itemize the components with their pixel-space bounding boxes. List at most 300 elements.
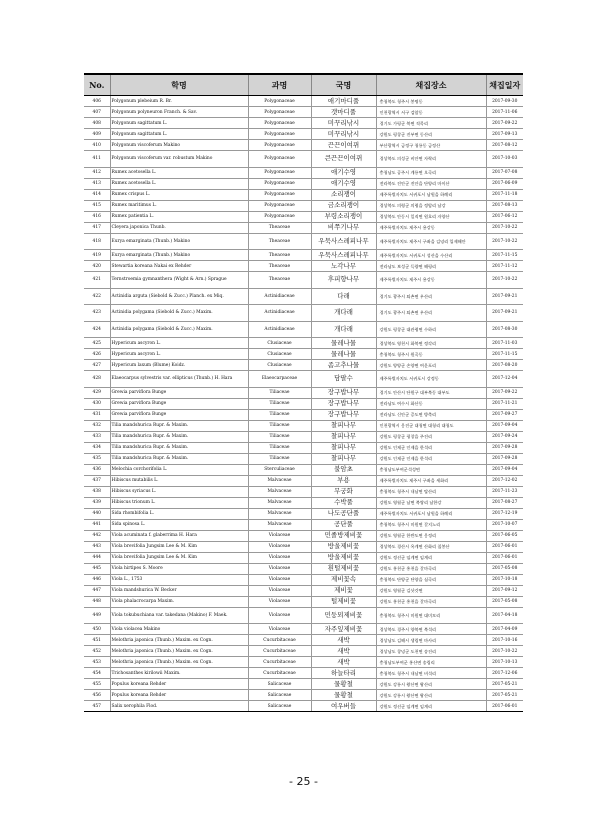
cell-no: 439 — [84, 497, 110, 508]
cell-korean-name: 담팔수 — [311, 371, 376, 388]
cell-korean-name: 찰피나무 — [311, 420, 376, 431]
cell-location: 경기도 가평군 북면 적목리 — [376, 118, 486, 129]
cell-location: 충청남도부여군 홍산면 송림리 — [376, 657, 486, 668]
cell-scientific-name: Grewia parviflora Bunge — [110, 398, 248, 409]
table-row — [84, 398, 523, 409]
cell-scientific-name: Viola acuminata f. glaberrima H. Hara — [110, 530, 248, 541]
table-row — [84, 668, 523, 679]
cell-scientific-name: Cleyera japonica Thunb. — [110, 222, 248, 233]
cell-location: 경상북도 경산시 옥계면 산화리 칠봉산 — [376, 541, 486, 552]
cell-location: 인천광역시 서구 검암동 — [376, 107, 486, 118]
cell-date: 2017-10-22 — [486, 222, 523, 233]
cell-date: 2017-09-21 — [486, 288, 523, 305]
cell-no: 433 — [84, 431, 110, 442]
cell-family: Polygonaceae — [248, 189, 311, 200]
cell-korean-name: 흰털제비꽃 — [311, 563, 376, 574]
cell-family: Violaceae — [248, 541, 311, 552]
cell-location: 제주특별자치도 제주시 구좌읍 김녕리 입제해안 — [376, 233, 486, 250]
table-row — [84, 371, 523, 388]
cell-no: 452 — [84, 646, 110, 657]
cell-date: 2017-10-22 — [486, 272, 523, 289]
cell-family: Salicaceae — [248, 679, 311, 690]
cell-korean-name: 찰피나무 — [311, 442, 376, 453]
cell-location: 충청남도 공주시 계룡면 오곡리 — [376, 167, 486, 178]
cell-location: 전라남도 신안군 증도면 방축리 — [376, 409, 486, 420]
header-family: 과명 — [248, 74, 311, 96]
cell-location: 인천광역시 옹진군 대청면 대청리 대청도 — [376, 420, 486, 431]
table-row — [84, 420, 523, 431]
cell-no: 449 — [84, 607, 110, 624]
cell-no: 410 — [84, 140, 110, 151]
cell-scientific-name: Tilia mandshurica Rupr. & Maxim. — [110, 453, 248, 464]
cell-date: 2017-09-28 — [486, 442, 523, 453]
cell-korean-name: 찰피나무 — [311, 453, 376, 464]
cell-korean-name: 무궁화 — [311, 486, 376, 497]
cell-korean-name: 노각나무 — [311, 261, 376, 272]
cell-date: 2017-09-04 — [486, 420, 523, 431]
table-row — [84, 178, 523, 189]
cell-scientific-name: Polygonum viscoferum var. robustum Makino — [110, 151, 248, 168]
cell-date: 2017-11-12 — [486, 261, 523, 272]
cell-date: 2017-10-13 — [486, 657, 523, 668]
cell-family: Polygonaceae — [248, 140, 311, 151]
table-row — [84, 475, 523, 486]
cell-family: Cucurbitaceae — [248, 635, 311, 646]
cell-no: 436 — [84, 464, 110, 475]
cell-korean-name: 소리쟁이 — [311, 189, 376, 200]
cell-location: 부산광역시 금정구 청룡동 금정산 — [376, 140, 486, 151]
cell-no: 409 — [84, 129, 110, 140]
table-row — [84, 552, 523, 563]
cell-family: Violaceae — [248, 574, 311, 585]
cell-no: 426 — [84, 349, 110, 360]
table-row — [84, 657, 523, 668]
table-row — [84, 222, 523, 233]
table-row — [84, 96, 523, 107]
cell-location: 제주특별자치도 서귀포시 남원읍 하례리 — [376, 189, 486, 200]
table-row — [84, 261, 523, 272]
cell-no: 444 — [84, 552, 110, 563]
cell-location: 경상북도 영천시 화북면 정각리 — [376, 338, 486, 349]
table-row — [84, 288, 523, 305]
table-row — [84, 338, 523, 349]
cell-korean-name: 애기수영 — [311, 178, 376, 189]
cell-scientific-name: Rumex crispus L. — [110, 189, 248, 200]
cell-family: Polygonaceae — [248, 118, 311, 129]
cell-no: 422 — [84, 288, 110, 305]
cell-family: Violaceae — [248, 530, 311, 541]
cell-korean-name: 개다래 — [311, 305, 376, 322]
cell-scientific-name: Melothria japonica (Thunb.) Maxim. ex Cogn. — [110, 646, 248, 657]
cell-date: 2017-11-15 — [486, 349, 523, 360]
cell-korean-name: 민둥뫼제비꽃 — [311, 607, 376, 624]
cell-scientific-name: Hibiscus syriacus L. — [110, 486, 248, 497]
cell-location: 제주특별자치도 서귀포시 남원읍 하례리 — [376, 508, 486, 519]
cell-location: 경기도 광주시 퇴촌면 우산리 — [376, 305, 486, 322]
cell-no: 437 — [84, 475, 110, 486]
table-row — [84, 585, 523, 596]
cell-korean-name: 자주잎제비꽃 — [311, 624, 376, 635]
cell-no: 445 — [84, 563, 110, 574]
cell-no: 441 — [84, 519, 110, 530]
cell-date: 2017-06-09 — [486, 178, 523, 189]
cell-date: 2017-10-07 — [486, 519, 523, 530]
cell-korean-name: 우묵사스레피나무 — [311, 233, 376, 250]
cell-location: 충청북도 청주시 봉명동 — [376, 96, 486, 107]
cell-no: 454 — [84, 668, 110, 679]
cell-date: 2017-08-20 — [486, 360, 523, 371]
cell-korean-name: 새박 — [311, 646, 376, 657]
table-body — [84, 96, 523, 712]
cell-korean-name: 비쭈기나무 — [311, 222, 376, 233]
table-row — [84, 464, 523, 475]
cell-date: 2017-06-01 — [486, 552, 523, 563]
cell-family: Tiliaceae — [248, 453, 311, 464]
cell-no: 413 — [84, 178, 110, 189]
cell-korean-name: 갯마디풀 — [311, 107, 376, 118]
cell-family: Polygonaceae — [248, 211, 311, 222]
cell-korean-name: 털제비꽃 — [311, 596, 376, 607]
cell-scientific-name: Sida rhombifolia L. — [110, 508, 248, 519]
cell-location: 강원도 양양군 손양면 여운포리 — [376, 360, 486, 371]
cell-korean-name: 방울제비꽃 — [311, 541, 376, 552]
cell-korean-name: 하늘타리 — [311, 668, 376, 679]
table-row — [84, 250, 523, 261]
cell-no: 450 — [84, 624, 110, 635]
cell-korean-name: 장구밥나무 — [311, 387, 376, 398]
cell-no: 418 — [84, 233, 110, 250]
cell-scientific-name: Hypericum ascyron L. — [110, 338, 248, 349]
cell-no: 406 — [84, 96, 110, 107]
table-row — [84, 387, 523, 398]
cell-korean-name: 미꾸리낚시 — [311, 129, 376, 140]
cell-date: 2017-09-21 — [486, 305, 523, 322]
cell-no: 457 — [84, 701, 110, 712]
cell-no: 442 — [84, 530, 110, 541]
cell-scientific-name: Melochia corchorifolia L. — [110, 464, 248, 475]
cell-location: 강원도 홍천군 홍천읍 갈마곡리 — [376, 596, 486, 607]
cell-family: Theaceae — [248, 261, 311, 272]
cell-no: 414 — [84, 189, 110, 200]
cell-date: 2017-08-30 — [486, 321, 523, 338]
cell-no: 411 — [84, 151, 110, 168]
table-row — [84, 118, 523, 129]
cell-date: 2017-06-01 — [486, 701, 523, 712]
specimen-table — [84, 73, 523, 712]
table-row — [84, 233, 523, 250]
cell-family: Malvaceae — [248, 508, 311, 519]
cell-no: 455 — [84, 679, 110, 690]
table-row — [84, 151, 523, 168]
cell-no: 448 — [84, 596, 110, 607]
cell-family: Cucurbitaceae — [248, 657, 311, 668]
cell-location: 강원도 홍천군 홍천읍 갈마곡리 — [376, 563, 486, 574]
cell-no: 456 — [84, 690, 110, 701]
cell-scientific-name: Melothria japonica (Thunb.) Maxim. ex Cogn. — [110, 657, 248, 668]
cell-date: 2017-06-01 — [486, 541, 523, 552]
cell-korean-name: 장구밥나무 — [311, 398, 376, 409]
cell-location: 충청북도 청주시 내남면 탑산리 — [376, 486, 486, 497]
cell-no: 435 — [84, 453, 110, 464]
cell-date: 2017-09-24 — [486, 431, 523, 442]
cell-date: 2017-12-04 — [486, 371, 523, 388]
cell-korean-name: 여우버들 — [311, 701, 376, 712]
cell-family: Malvaceae — [248, 497, 311, 508]
table-row — [84, 508, 523, 519]
table-row — [84, 409, 523, 420]
cell-scientific-name: Actinidia polygama (Siebold & Zucc.) Maxim. — [110, 305, 248, 322]
cell-family: Malvaceae — [248, 475, 311, 486]
cell-no: 440 — [84, 508, 110, 519]
cell-korean-name: 물레나물 — [311, 338, 376, 349]
cell-location: 제주특별자치도 서귀포시 강정동 — [376, 371, 486, 388]
cell-family: Elaeocarpaceae — [248, 371, 311, 388]
cell-family: Clusiaceae — [248, 349, 311, 360]
cell-location: 경상북도 경주시 양북면 북석리 — [376, 624, 486, 635]
cell-location: 충청남도부여군석성면 — [376, 464, 486, 475]
cell-family: Tiliaceae — [248, 442, 311, 453]
cell-family: Polygonaceae — [248, 151, 311, 168]
table-row — [84, 140, 523, 151]
cell-location: 제주특별자치도 제주시 구좌읍 세화리 — [376, 475, 486, 486]
cell-korean-name: 새박 — [311, 657, 376, 668]
table-row — [84, 624, 523, 635]
cell-date: 2017-09-12 — [486, 585, 523, 596]
cell-family: Malvaceae — [248, 486, 311, 497]
cell-no: 443 — [84, 541, 110, 552]
cell-scientific-name: Polygonum sagittatum L. — [110, 129, 248, 140]
cell-scientific-name: Populus koreana Rehder — [110, 679, 248, 690]
cell-no: 425 — [84, 338, 110, 349]
table-row — [84, 200, 523, 211]
cell-korean-name: 큰끈끈이여뀌 — [311, 151, 376, 168]
table-row — [84, 563, 523, 574]
cell-location: 충청북도 청주시 미원면 갈지노리 — [376, 519, 486, 530]
cell-location: 강원도 평창군 대관령면 수하리 — [376, 321, 486, 338]
cell-location: 충청북도 청주시 내남면 비석리 — [376, 668, 486, 679]
cell-no: 417 — [84, 222, 110, 233]
cell-date: 2017-09-27 — [486, 409, 523, 420]
cell-scientific-name: Polygonum polyneuron Franch. & Sav. — [110, 107, 248, 118]
table-row — [84, 305, 523, 322]
cell-location: 제주특별자치도 제주시 용강동 — [376, 222, 486, 233]
table-row — [84, 360, 523, 371]
cell-no: 423 — [84, 305, 110, 322]
cell-scientific-name: Hibiscus mutabilis L. — [110, 475, 248, 486]
cell-scientific-name: Sida spinosa L. — [110, 519, 248, 530]
cell-scientific-name: Viola phalacrocarpa Maxim. — [110, 596, 248, 607]
table-row — [84, 607, 523, 624]
cell-date: 2017-10-16 — [486, 635, 523, 646]
cell-scientific-name: Salix xerophila Flod. — [110, 701, 248, 712]
cell-korean-name: 애기마디풀 — [311, 96, 376, 107]
cell-no: 429 — [84, 387, 110, 398]
cell-family: Violaceae — [248, 585, 311, 596]
cell-scientific-name: Grewia parviflora Bunge — [110, 387, 248, 398]
cell-no: 412 — [84, 167, 110, 178]
cell-family: Polygonaceae — [248, 200, 311, 211]
table-row — [84, 431, 523, 442]
cell-location: 강원도 평창군 평창읍 주진리 — [376, 431, 486, 442]
cell-location: 강원도 정선군 임계면 임계리 — [376, 552, 486, 563]
cell-scientific-name: Polygonum plebeium R. Br. — [110, 96, 248, 107]
cell-location: 충청북도 단양군 단양읍 심곡리 — [376, 574, 486, 585]
cell-korean-name: 미꾸리낚시 — [311, 118, 376, 129]
cell-date: 2017-09-04 — [486, 464, 523, 475]
header-korean-name: 국명 — [311, 74, 376, 96]
cell-date: 2017-11-06 — [486, 107, 523, 118]
cell-no: 415 — [84, 200, 110, 211]
cell-family: Cucurbitaceae — [248, 646, 311, 657]
cell-no: 446 — [84, 574, 110, 585]
cell-family: Tiliaceae — [248, 409, 311, 420]
cell-date: 2017-08-13 — [486, 200, 523, 211]
cell-korean-name: 다래 — [311, 288, 376, 305]
table-row — [84, 646, 523, 657]
cell-family: Clusiaceae — [248, 360, 311, 371]
cell-date: 2017-11-15 — [486, 250, 523, 261]
cell-scientific-name: Viola brevifolia Jungsim Lee & M. Kim — [110, 552, 248, 563]
cell-no: 427 — [84, 360, 110, 371]
cell-date: 2017-06-12 — [486, 211, 523, 222]
cell-scientific-name: Viola brevifolia Jungsim Lee & M. Kim — [110, 541, 248, 552]
cell-korean-name: 개다래 — [311, 321, 376, 338]
cell-no: 438 — [84, 486, 110, 497]
table-header-row — [84, 74, 523, 96]
cell-scientific-name: Polygonum sagittatum L. — [110, 118, 248, 129]
cell-family: Violaceae — [248, 607, 311, 624]
table-row — [84, 530, 523, 541]
cell-scientific-name: Rumex patientia L. — [110, 211, 248, 222]
cell-family: Theaceae — [248, 250, 311, 261]
table-row — [84, 107, 523, 118]
cell-family: Malvaceae — [248, 519, 311, 530]
table-row — [84, 349, 523, 360]
cell-location: 경상남도 김해시 생림면 마사리 — [376, 635, 486, 646]
cell-family: Polygonaceae — [248, 107, 311, 118]
cell-date: 2017-10-22 — [486, 233, 523, 250]
cell-scientific-name: Tilia mandshurica Rupr. & Maxim. — [110, 442, 248, 453]
table-row — [84, 574, 523, 585]
cell-family: Salicaceae — [248, 690, 311, 701]
cell-location: 강원도 강릉시 왕산면 왕산리 — [376, 690, 486, 701]
cell-korean-name: 새박 — [311, 635, 376, 646]
cell-family: Violaceae — [248, 596, 311, 607]
cell-korean-name: 수박풀 — [311, 497, 376, 508]
cell-date: 2017-08-12 — [486, 140, 523, 151]
cell-family: Polygonaceae — [248, 167, 311, 178]
table-row — [84, 211, 523, 222]
cell-korean-name: 후피향나무 — [311, 272, 376, 289]
cell-date: 2017-11-21 — [486, 398, 523, 409]
cell-scientific-name: Rumex maritimus L. — [110, 200, 248, 211]
cell-date: 2017-09-13 — [486, 129, 523, 140]
table-row — [84, 189, 523, 200]
cell-no: 420 — [84, 261, 110, 272]
cell-scientific-name: Actinidia arguta (Siebold & Zucc.) Planch. ex Miq. — [110, 288, 248, 305]
cell-korean-name: 물황철 — [311, 679, 376, 690]
cell-scientific-name: Melothria japonica (Thunb.) Maxim. ex Cogn. — [110, 635, 248, 646]
cell-scientific-name: Stewartia koreana Nakai ex Rehder — [110, 261, 248, 272]
cell-family: Violaceae — [248, 552, 311, 563]
cell-no: 447 — [84, 585, 110, 596]
cell-date: 2017-05-08 — [486, 596, 523, 607]
cell-family: Tiliaceae — [248, 420, 311, 431]
cell-scientific-name: Hypericum ascyron L. — [110, 349, 248, 360]
cell-date: 2017-05-21 — [486, 690, 523, 701]
cell-date: 2017-11-03 — [486, 338, 523, 349]
cell-no: 430 — [84, 398, 110, 409]
cell-scientific-name: Rumex acetosella L. — [110, 167, 248, 178]
page-number: - 25 - — [289, 775, 318, 788]
table-row — [84, 701, 523, 712]
cell-scientific-name: Viola hirtipes S. Moore — [110, 563, 248, 574]
table-row — [84, 129, 523, 140]
table-row — [84, 679, 523, 690]
table-row — [84, 690, 523, 701]
cell-scientific-name: Rumex acetosella L. — [110, 178, 248, 189]
cell-date: 2017-04-09 — [486, 624, 523, 635]
cell-korean-name: 제비꽃 — [311, 585, 376, 596]
cell-no: 451 — [84, 635, 110, 646]
cell-family: Actinidiaceae — [248, 305, 311, 322]
cell-no: 419 — [84, 250, 110, 261]
cell-scientific-name: Polygonum viscoferum Makino — [110, 140, 248, 151]
cell-scientific-name: Viola violacea Makino — [110, 624, 248, 635]
cell-family: Tiliaceae — [248, 387, 311, 398]
cell-family: Violaceae — [248, 624, 311, 635]
cell-date: 2017-12-06 — [486, 668, 523, 679]
cell-location: 강원도 인제군 인제읍 한석리 — [376, 453, 486, 464]
cell-location: 강원도 평창군 진부면 동산리 — [376, 129, 486, 140]
cell-korean-name: 공단풀 — [311, 519, 376, 530]
table-row — [84, 442, 523, 453]
cell-date: 2017-04-18 — [486, 607, 523, 624]
cell-scientific-name: Populus koreana Rehder — [110, 690, 248, 701]
cell-scientific-name: Viola L., 1753 — [110, 574, 248, 585]
header-no: No. — [84, 74, 110, 96]
cell-family: Theaceae — [248, 272, 311, 289]
cell-family: Sterculiaceae — [248, 464, 311, 475]
cell-korean-name: 방울제비꽃 — [311, 552, 376, 563]
cell-date: 2017-09-22 — [486, 387, 523, 398]
cell-family: Violaceae — [248, 563, 311, 574]
cell-date: 2017-05-21 — [486, 679, 523, 690]
cell-location: 경기도 광주시 퇴촌면 우산리 — [376, 288, 486, 305]
cell-location: 강원도 인제군 인제읍 한석리 — [376, 442, 486, 453]
cell-location: 전라남도 보성군 득량면 해평리 — [376, 261, 486, 272]
table-row — [84, 486, 523, 497]
cell-location: 제주특별자치도 서귀포시 성산읍 수산리 — [376, 250, 486, 261]
header-location: 채집장소 — [376, 74, 486, 96]
cell-scientific-name: Viola tokubuchiana var. takedana (Makino) F. Maek. — [110, 607, 248, 624]
cell-date: 2017-08-27 — [486, 497, 523, 508]
cell-scientific-name: Eurya emarginata (Thunb.) Makino — [110, 250, 248, 261]
cell-scientific-name: Hypericum laxum (Blume) Koidz. — [110, 360, 248, 371]
table-row — [84, 519, 523, 530]
cell-no: 424 — [84, 321, 110, 338]
cell-location: 경상북도 의성군 비안면 자락리 — [376, 151, 486, 168]
cell-scientific-name: Trichosanthes kirilowii Maxim. — [110, 668, 248, 679]
table-row — [84, 321, 523, 338]
table-row — [84, 497, 523, 508]
cell-korean-name: 민졸방제비꽃 — [311, 530, 376, 541]
cell-location: 경상남도 창녕군 도천면 송진리 — [376, 646, 486, 657]
cell-scientific-name: Ternstroemia gymnanthera (Wight & Arn.) Sprague — [110, 272, 248, 289]
cell-location: 제주특별자치도 제주시 용강동 — [376, 272, 486, 289]
cell-korean-name: 제비꽃속 — [311, 574, 376, 585]
cell-location: 강원도 영월군 남면 북쌍리 남한강 — [376, 497, 486, 508]
